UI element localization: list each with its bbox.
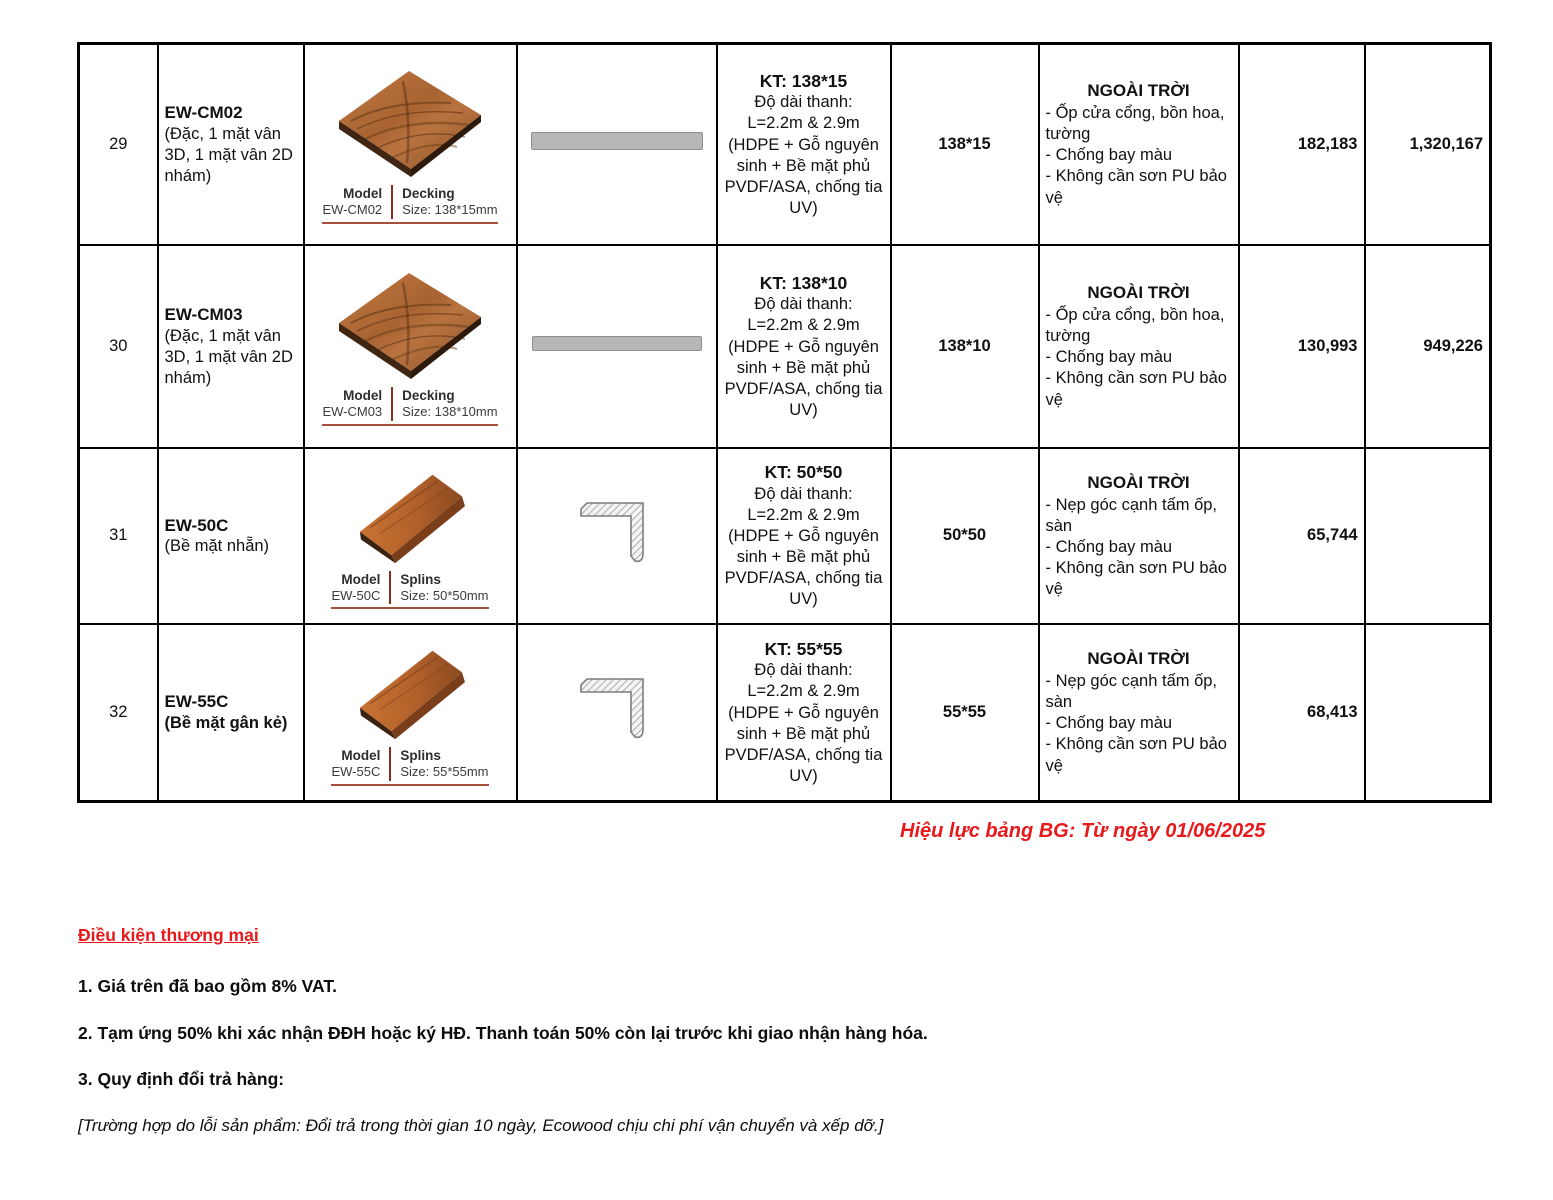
- image-caption: [322, 387, 497, 426]
- table-row: [79, 245, 1491, 448]
- bar-price-cell: 1,320,167: [1365, 44, 1491, 246]
- product-description: (Đặc, 1 mặt vân 3D, 1 mặt vân 2D nhám): [164, 326, 293, 387]
- table-row: [79, 448, 1491, 624]
- size-cell: 138*10: [891, 245, 1039, 448]
- usage-line: - Không cần sơn PU bảo vệ: [1045, 167, 1227, 207]
- caption-model-value: EW-CM02: [322, 202, 383, 218]
- usage-line: - Nẹp góc cạnh tấm ốp, sàn: [1045, 672, 1218, 712]
- usage-line: - Nẹp góc cạnh tấm ốp, sàn: [1045, 495, 1218, 535]
- unit-price-cell: 65,744: [1239, 448, 1365, 624]
- bar-price-cell: [1365, 448, 1491, 624]
- product-price-table: [77, 42, 1492, 803]
- splins-angle-image: [346, 463, 474, 569]
- product-image-cell: [304, 44, 517, 246]
- image-caption: [322, 185, 497, 224]
- product-code-cell: [158, 624, 304, 802]
- product-image-cell: [304, 624, 517, 802]
- usage-title: NGOÀI TRỜI: [1087, 81, 1190, 101]
- image-caption: [331, 747, 488, 786]
- usage-title: NGOÀI TRỜI: [1087, 472, 1190, 492]
- usage-line: - Chống bay màu: [1045, 348, 1173, 367]
- row-number: 29: [79, 44, 158, 246]
- size-cell: 55*55: [891, 624, 1039, 802]
- row-number: 30: [79, 245, 158, 448]
- spec-cell: [717, 44, 891, 246]
- product-code-cell: [158, 44, 304, 246]
- table-row: [79, 624, 1491, 802]
- caption-underline: [322, 424, 497, 426]
- spec-line: Độ dài thanh:: [754, 484, 853, 503]
- caption-underline: [331, 784, 488, 786]
- product-code: EW-55C: [164, 692, 229, 712]
- spec-line: Độ dài thanh:: [754, 661, 853, 680]
- product-code: EW-CM03: [164, 304, 243, 324]
- trade-term-1: 1. Giá trên đã bao gồm 8% VAT.: [78, 976, 337, 996]
- row-number: 31: [79, 448, 158, 624]
- usage-line: - Không cần sơn PU bảo vệ: [1045, 369, 1227, 409]
- unit-price-cell: 68,413: [1239, 624, 1365, 802]
- usage-line: - Ốp cửa cổng, bồn hoa, tường: [1045, 306, 1225, 346]
- spec-dimension: KT: 50*50: [764, 462, 843, 483]
- product-image-cell: [304, 245, 517, 448]
- spec-line: L=2.2m & 2.9m: [747, 505, 860, 524]
- trade-term-3: 3. Quy định đổi trả hàng:: [78, 1069, 285, 1089]
- usage-line: - Chống bay màu: [1045, 714, 1173, 733]
- size-cell: 138*15: [891, 44, 1039, 246]
- spec-cell: [717, 245, 891, 448]
- product-description: (Đặc, 1 mặt vân 3D, 1 mặt vân 2D nhám): [164, 124, 293, 185]
- caption-model-label: Model: [341, 748, 381, 764]
- table-row: [79, 44, 1491, 246]
- product-image-cell: [304, 448, 517, 624]
- trade-terms-title: Điều kiện thương mại: [78, 925, 259, 945]
- cross-section-cell: [517, 44, 717, 246]
- usage-line: - Không cần sơn PU bảo vệ: [1045, 735, 1227, 775]
- spec-dimension: KT: 138*10: [759, 272, 848, 293]
- spec-line: L=2.2m & 2.9m: [747, 682, 860, 701]
- caption-size-value: Size: 138*10mm: [402, 404, 498, 420]
- image-caption: [331, 571, 488, 610]
- caption-size-value: Size: 138*15mm: [402, 202, 498, 218]
- usage-cell: [1039, 448, 1239, 624]
- caption-type-label: Splins: [400, 571, 441, 587]
- unit-price-cell: 182,183: [1239, 44, 1365, 246]
- caption-underline: [322, 222, 497, 224]
- caption-size-value: Size: 55*55mm: [400, 764, 489, 780]
- trade-term-2: 2. Tạm ứng 50% khi xác nhận ĐĐH hoặc ký HĐ. Thanh toán 50% còn lại trước khi giao nhận hàng hóa.: [78, 1023, 928, 1043]
- caption-size-value: Size: 50*50mm: [400, 587, 489, 603]
- bar-price-cell: 949,226: [1365, 245, 1491, 448]
- usage-cell: [1039, 624, 1239, 802]
- caption-type-label: Splins: [400, 748, 441, 764]
- usage-line: - Ốp cửa cổng, bồn hoa, tường: [1045, 104, 1225, 144]
- decking-plank-image: [331, 65, 489, 183]
- product-code-cell: [158, 245, 304, 448]
- caption-model-value: EW-CM03: [322, 404, 383, 420]
- spec-line: Độ dài thanh:: [754, 295, 853, 314]
- usage-cell: [1039, 245, 1239, 448]
- caption-model-label: Model: [343, 186, 383, 202]
- spec-cell: [717, 624, 891, 802]
- spec-line: (HDPE + Gỗ nguyên sinh + Bề mặt phủ PVDF/ASA, chống tia UV): [724, 337, 883, 419]
- usage-title: NGOÀI TRỜI: [1087, 283, 1190, 303]
- spec-line: Độ dài thanh:: [754, 93, 853, 112]
- caption-underline: [331, 607, 488, 609]
- unit-price-cell: 130,993: [1239, 245, 1365, 448]
- caption-model-label: Model: [341, 571, 381, 587]
- cross-section-bar: [532, 336, 702, 351]
- cross-section-cell: [517, 448, 717, 624]
- usage-title: NGOÀI TRỜI: [1087, 649, 1190, 669]
- spec-line: (HDPE + Gỗ nguyên sinh + Bề mặt phủ PVDF/ASA, chống tia UV): [724, 135, 883, 217]
- spec-line: L=2.2m & 2.9m: [747, 114, 860, 133]
- cross-section-angle: [577, 673, 657, 745]
- product-code: EW-50C: [164, 515, 229, 535]
- price-validity-note: Hiệu lực bảng BG: Từ ngày 01/06/2025: [900, 820, 1266, 842]
- spec-dimension: KT: 55*55: [764, 638, 843, 659]
- usage-line: - Không cần sơn PU bảo vệ: [1045, 558, 1227, 599]
- return-policy-note: [Trường hợp do lỗi sản phẩm: Đổi trả trong thời gian 10 ngày, Ecowood chịu chi phí vận chuyển và xếp dỡ.]: [78, 1116, 884, 1135]
- product-code-cell: [158, 448, 304, 624]
- spec-dimension: KT: 138*15: [759, 70, 848, 91]
- caption-model-label: Model: [343, 388, 383, 404]
- product-code: EW-CM02: [164, 102, 243, 122]
- splins-angle-image: [346, 639, 474, 745]
- usage-line: - Chống bay màu: [1045, 537, 1173, 556]
- cross-section-cell: [517, 624, 717, 802]
- usage-cell: [1039, 44, 1239, 246]
- decking-plank-image: [331, 267, 489, 385]
- cross-section-bar: [531, 132, 703, 150]
- caption-model-value: EW-55C: [331, 764, 381, 780]
- spec-line: (HDPE + Gỗ nguyên sinh + Bề mặt phủ PVDF/ASA, chống tia UV): [724, 703, 883, 785]
- row-number: 32: [79, 624, 158, 802]
- caption-type-label: Decking: [402, 388, 455, 404]
- usage-line: - Chống bay màu: [1045, 146, 1173, 165]
- caption-type-label: Decking: [402, 186, 455, 202]
- product-description: (Bề mặt nhẵn): [164, 537, 270, 556]
- spec-line: L=2.2m & 2.9m: [747, 316, 860, 335]
- spec-cell: [717, 448, 891, 624]
- spec-line: (HDPE + Gỗ nguyên sinh + Bề mặt phủ PVDF/ASA, chống tia UV): [724, 527, 883, 609]
- caption-model-value: EW-50C: [331, 587, 381, 603]
- cross-section-cell: [517, 245, 717, 448]
- cross-section-angle: [577, 497, 657, 569]
- product-description: (Bề mặt gân kẻ): [164, 713, 288, 732]
- size-cell: 50*50: [891, 448, 1039, 624]
- bar-price-cell: [1365, 624, 1491, 802]
